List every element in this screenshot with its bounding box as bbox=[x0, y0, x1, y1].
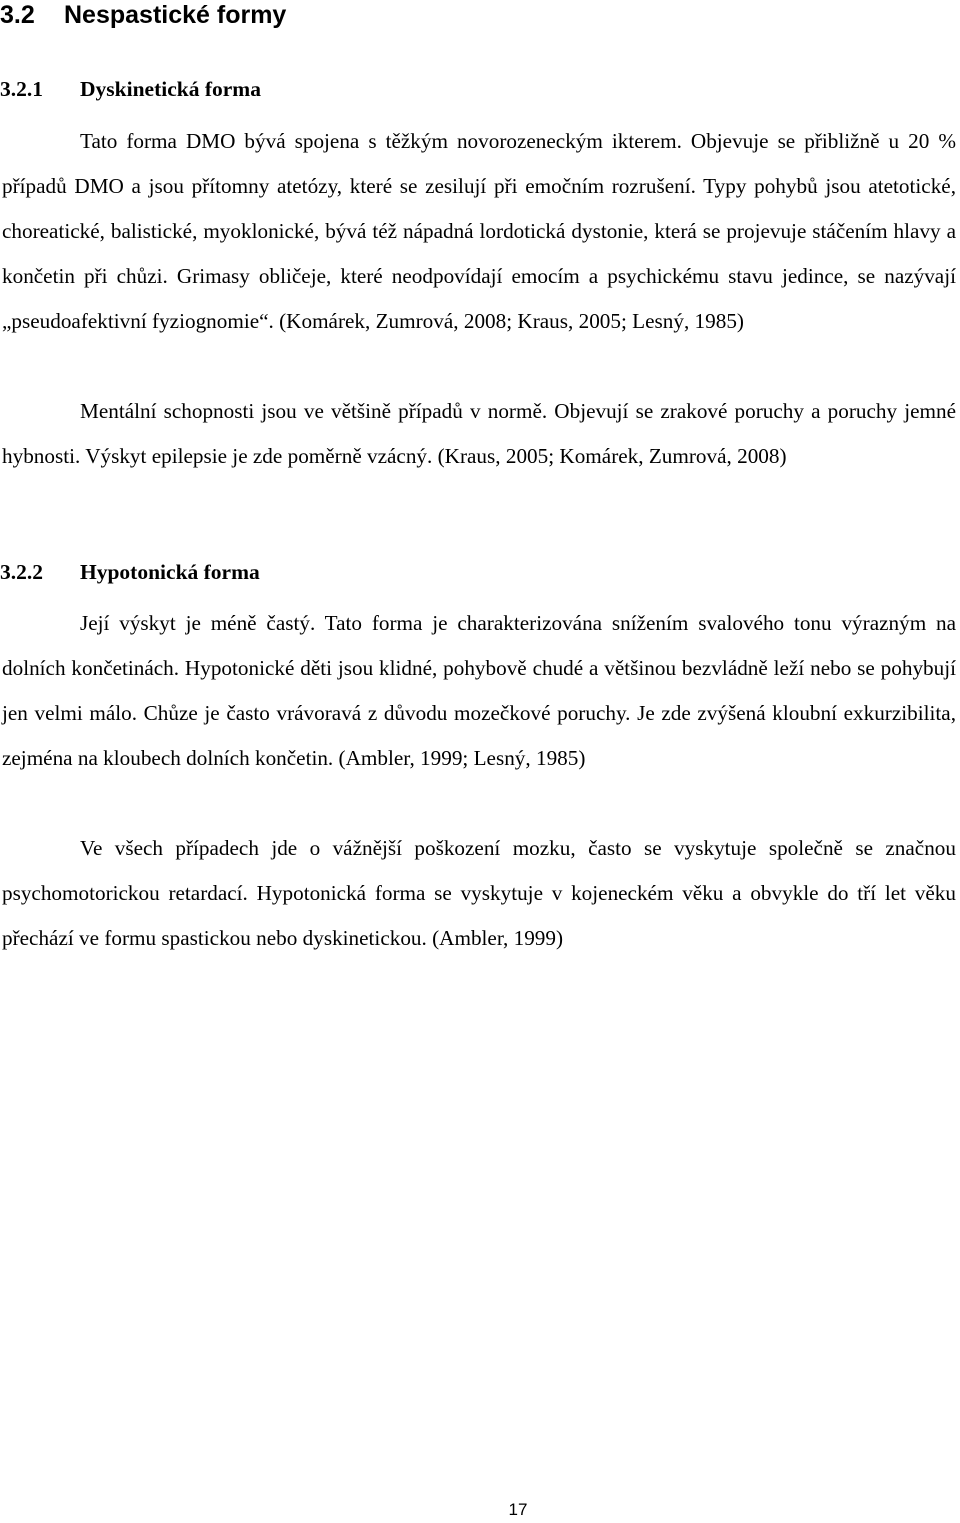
section-heading bbox=[0, 0, 286, 30]
subsection-number: 3.2.2 bbox=[0, 560, 43, 584]
subsection-heading-hypotonicka bbox=[0, 558, 260, 586]
paragraph: Tato forma DMO bývá spojena s těžkým novorozeneckým ikterem. Objevuje se přibližně u 20 % případů DMO a jsou přítomny atetózy, které se zesilují při emočním rozrušení. Typy pohybů jsou atetotické, choreatické, balistické, myoklonické, bývá též nápadná lordotická dystonie, která se projevuje stáčením hlavy a končetin při chůzi. Grimasy obličeje, které neodpovídají emocím a psychickému stavu jedince, se nazývají „pseudoafektivní fyziognomie“. (Komárek, Zumrová, 2008; Kraus, 2005; Lesný, 1985) bbox=[2, 129, 956, 333]
section-title: Nespastické formy bbox=[64, 1, 287, 29]
subsection-title: Dyskinetická forma bbox=[80, 77, 261, 101]
paragraph: Mentální schopnosti jsou ve většině případů v normě. Objevují se zrakové poruchy a poruchy jemné hybnosti. Výskyt epilepsie je zde poměrně vzácný. (Kraus, 2005; Komárek, Zumrová, 2008) bbox=[2, 399, 956, 468]
page-number: 17 bbox=[508, 1500, 528, 1519]
paragraph: Její výskyt je méně častý. Tato forma je charakterizována snížením svalového tonu výrazným na dolních končetinách. Hypotonické děti jsou klidné, pohybově chudé a většinou bezvládně leží nebo se pohybují jen velmi málo. Chůze je často vrávoravá z důvodu mozečkové poruchy. Je zde zvýšená kloubní exkurzibilita, zejména na kloubech dolních končetin. (Ambler, 1999; Lesný, 1985) bbox=[2, 611, 956, 770]
subsection-title: Hypotonická forma bbox=[80, 560, 260, 584]
paragraph: Ve všech případech jde o vážnější poškození mozku, často se vyskytuje společně se značnou psychomotorickou retardací. Hypotonická forma se vyskytuje v kojeneckém věku a obvykle do tří let věku přechází ve formu spastickou nebo dyskinetickou. (Ambler, 1999) bbox=[2, 836, 956, 950]
subsection-number: 3.2.1 bbox=[0, 77, 43, 101]
subsection-heading-dyskineticka bbox=[0, 75, 261, 103]
section-number: 3.2 bbox=[0, 1, 35, 29]
